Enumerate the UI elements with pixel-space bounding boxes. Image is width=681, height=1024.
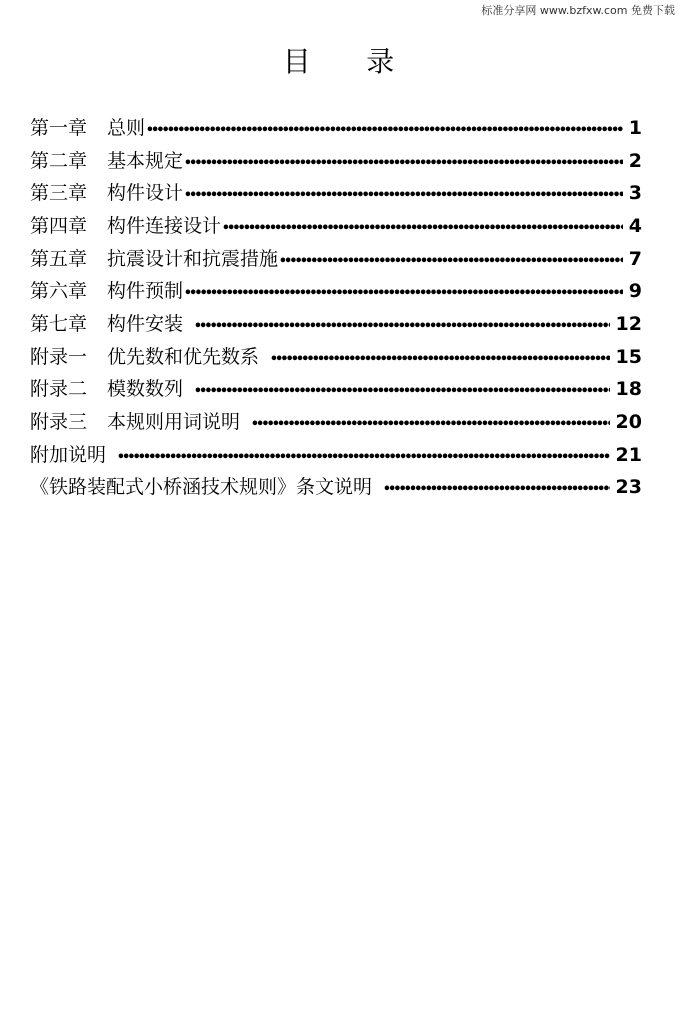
table-of-contents: [30, 112, 642, 504]
toc-chapter-number: 第二章: [30, 149, 88, 172]
toc-entry-title: 构件连接设计: [107, 214, 222, 237]
toc-page-number: 15: [615, 345, 642, 368]
toc-chapter-number: 第五章: [30, 247, 88, 270]
toc-entry[interactable]: [30, 439, 642, 472]
toc-page-number: 12: [615, 312, 642, 335]
toc-entry-title: 优先数和优先数系: [107, 345, 260, 368]
toc-entry[interactable]: [30, 308, 642, 341]
toc-entry-title: 构件安装: [107, 312, 184, 335]
toc-entry-title: 附加说明: [30, 443, 107, 466]
toc-page-number: 7: [628, 247, 642, 270]
toc-chapter-number: 第一章: [30, 116, 88, 139]
toc-chapter-number: 第七章: [30, 312, 88, 335]
toc-entry-title: 构件预制: [107, 280, 184, 303]
toc-entry[interactable]: [30, 472, 642, 505]
toc-page-number: 23: [615, 476, 642, 499]
toc-chapter-number: 第三章: [30, 182, 88, 205]
toc-page-number: 20: [615, 411, 642, 434]
toc-chapter-number: 附录二: [30, 378, 88, 401]
dot-leader: [222, 219, 623, 238]
toc-entry[interactable]: [30, 210, 642, 243]
toc-entry[interactable]: [30, 341, 642, 374]
toc-entry[interactable]: [30, 374, 642, 407]
toc-entry-title: 基本规定: [107, 149, 184, 172]
dot-leader: [117, 448, 610, 467]
toc-page-number: 18: [615, 378, 642, 401]
dot-leader: [270, 350, 610, 369]
dot-leader: [184, 154, 623, 173]
dot-leader: [194, 382, 610, 401]
toc-entry-title: 构件设计: [107, 182, 184, 205]
toc-page-number: 3: [628, 182, 642, 205]
toc-entry-title: 总则: [107, 116, 146, 139]
toc-entry[interactable]: [30, 243, 642, 276]
dot-leader: [184, 186, 623, 205]
toc-entry[interactable]: [30, 406, 642, 439]
page-title: 目 录: [282, 45, 399, 78]
dot-leader: [251, 415, 610, 434]
dot-leader: [279, 252, 623, 271]
dot-leader: [194, 317, 610, 336]
toc-entry-title: 本规则用词说明: [107, 411, 241, 434]
toc-chapter-number: 附录三: [30, 411, 88, 434]
watermark-text: 标准分享网 www.bzfxw.com 免费下载: [481, 4, 675, 17]
toc-chapter-number: 附录一: [30, 345, 88, 368]
toc-entry[interactable]: [30, 112, 642, 145]
toc-entry[interactable]: [30, 177, 642, 210]
toc-entry-title: 《铁路装配式小桥涵技术规则》条文说明: [30, 476, 373, 499]
toc-chapter-number: 第六章: [30, 280, 88, 303]
toc-page-number: 1: [628, 116, 642, 139]
toc-entry[interactable]: [30, 275, 642, 308]
toc-entry-title: 抗震设计和抗震措施: [107, 247, 279, 270]
dot-leader: [184, 284, 623, 303]
toc-page-number: 2: [628, 149, 642, 172]
dot-leader: [383, 480, 610, 499]
toc-entry-title: 模数数列: [107, 378, 184, 401]
toc-page-number: 9: [628, 280, 642, 303]
toc-page-number: 4: [628, 214, 642, 237]
toc-chapter-number: 第四章: [30, 214, 88, 237]
toc-entry[interactable]: [30, 145, 642, 178]
toc-page-number: 21: [615, 443, 642, 466]
dot-leader: [146, 121, 623, 140]
